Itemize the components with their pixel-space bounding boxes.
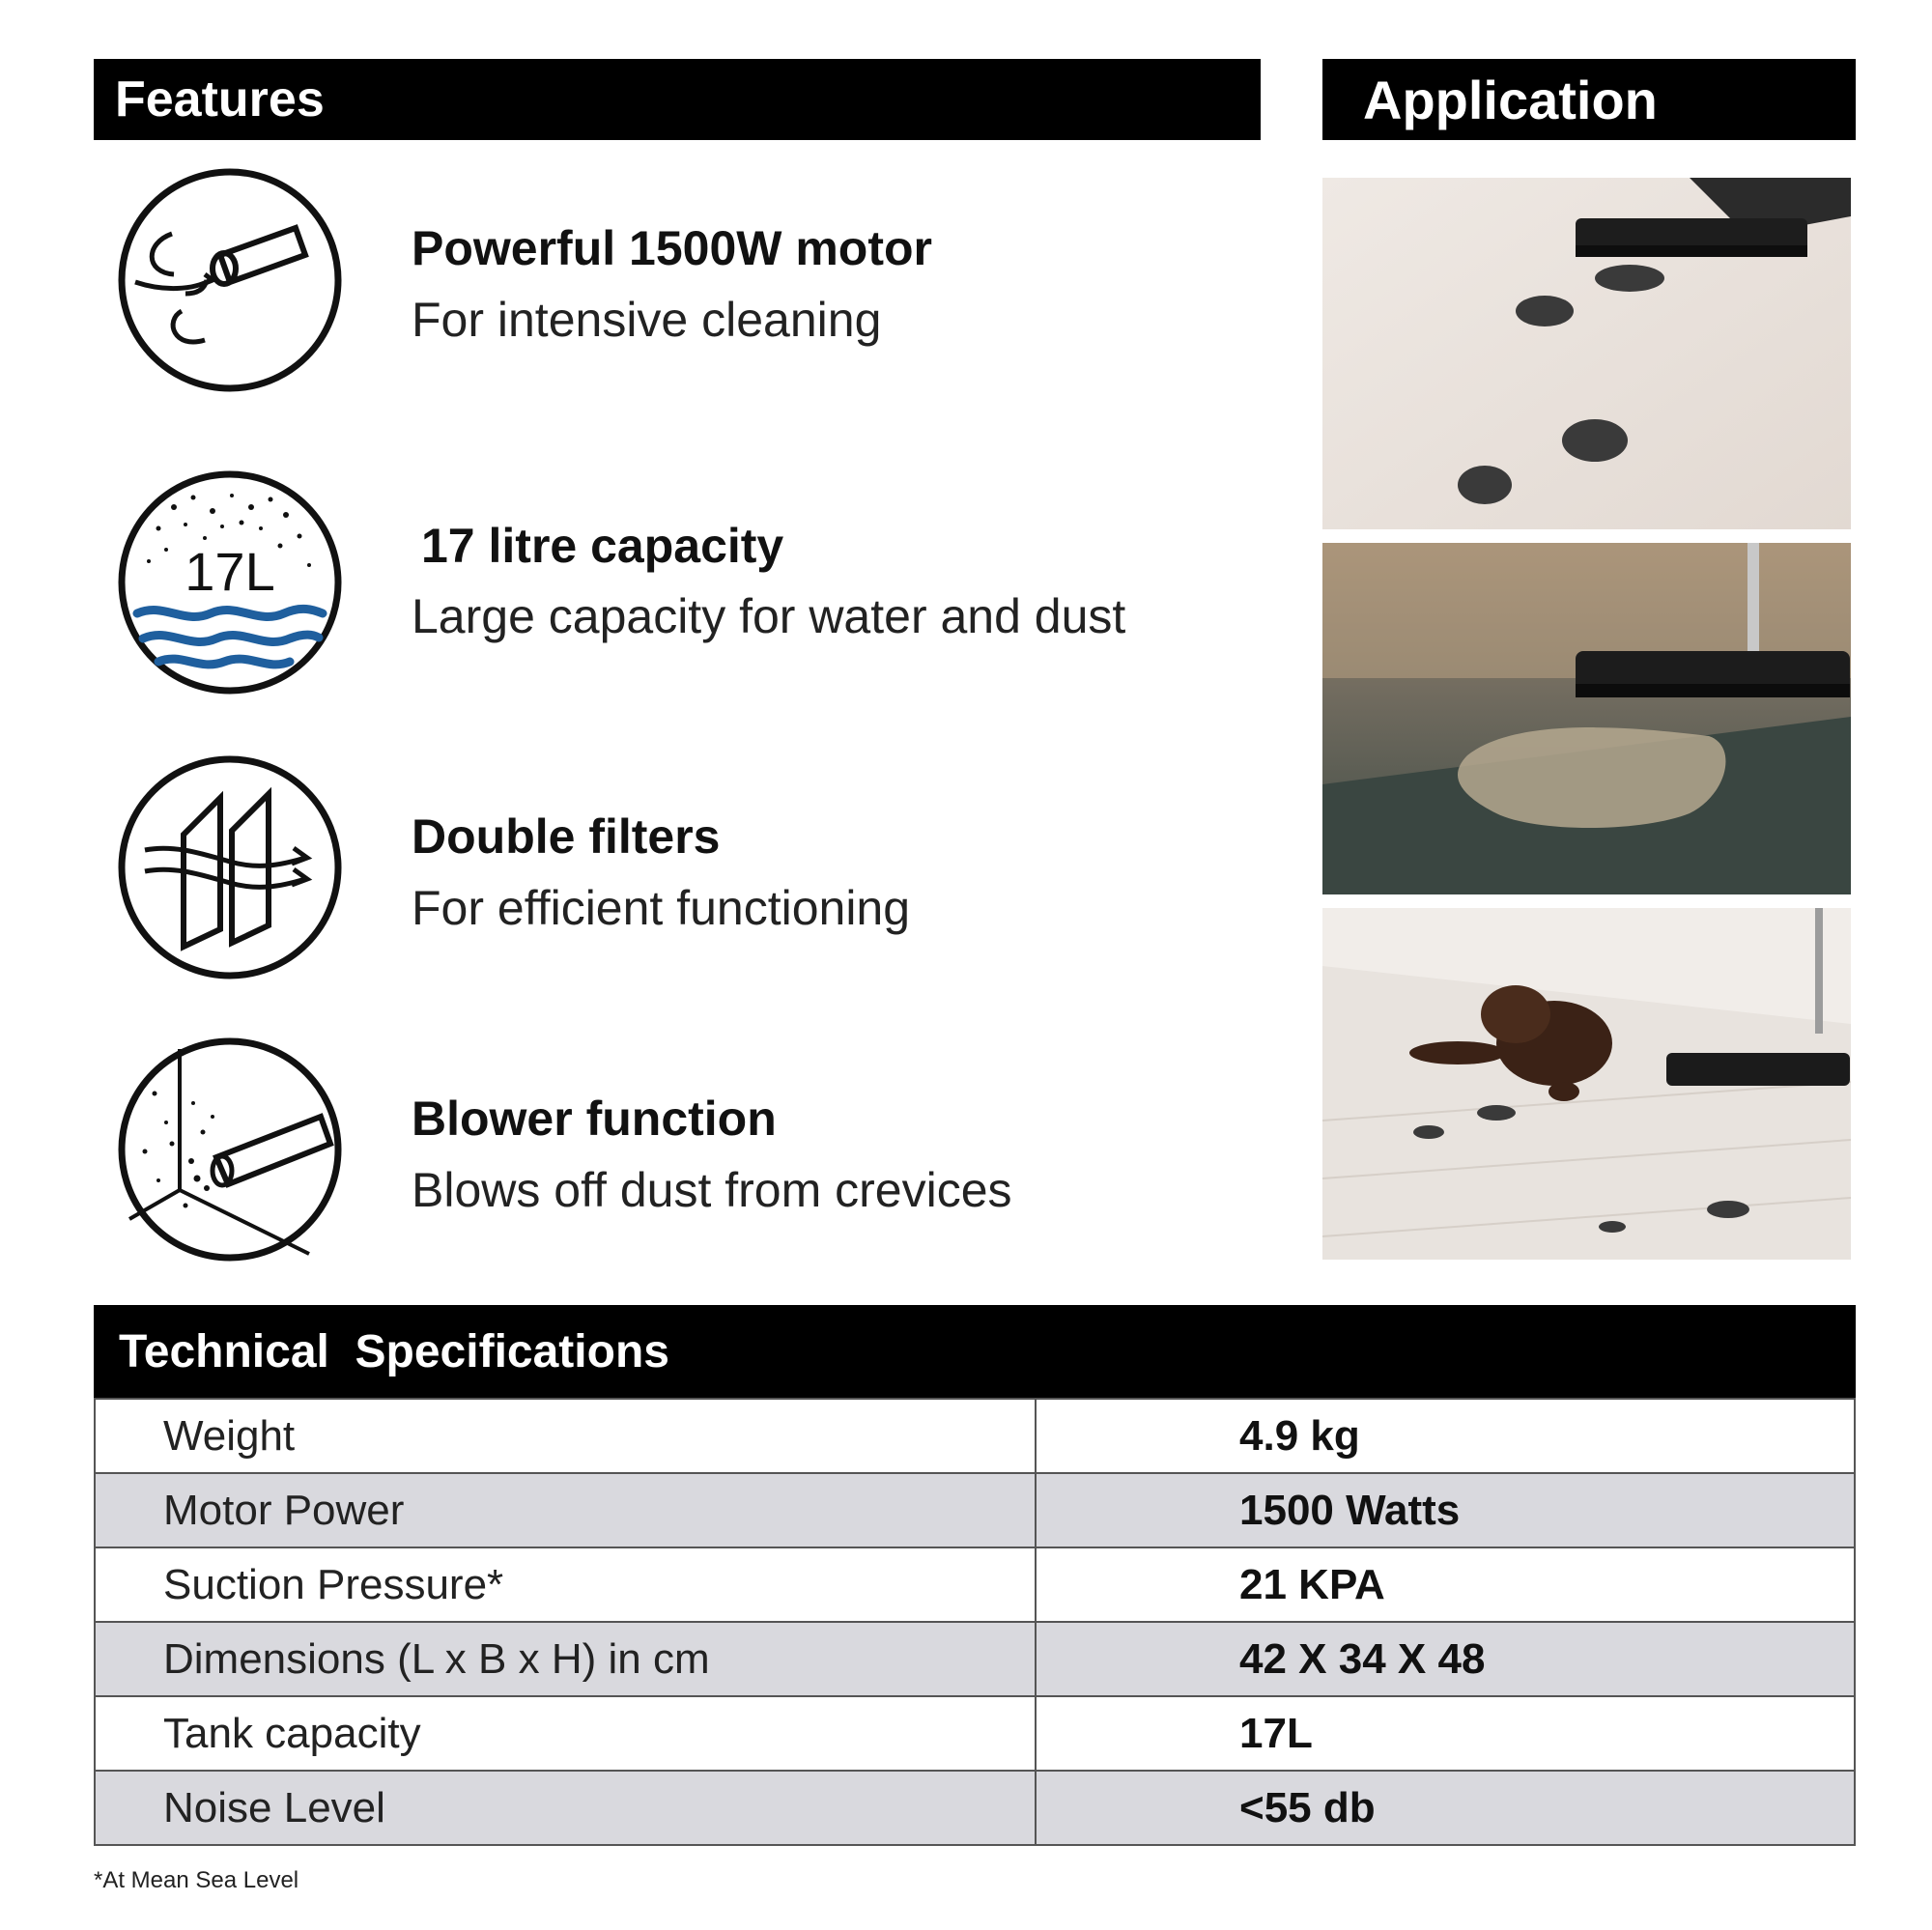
- footnote: *At Mean Sea Level: [94, 1867, 299, 1893]
- spec-label: Noise Level: [95, 1771, 1036, 1845]
- spec-label: Weight: [95, 1399, 1036, 1473]
- table-row: [95, 1399, 1855, 1473]
- feature-item-capacity: [116, 468, 1256, 700]
- table-row: [95, 1473, 1855, 1547]
- application-heading: [1322, 59, 1856, 140]
- table-row: [95, 1771, 1855, 1845]
- capacity-17l-icon: [116, 468, 344, 696]
- spec-label: Suction Pressure*: [95, 1547, 1036, 1622]
- feature-description: For intensive cleaning: [412, 293, 882, 347]
- puppy-rug-photo: [1322, 908, 1851, 1260]
- spec-value: 4.9 kg: [1036, 1399, 1855, 1473]
- features-heading: [94, 59, 1261, 140]
- feature-title: 17 litre capacity: [421, 519, 784, 573]
- specs-table: [94, 1398, 1856, 1846]
- features-heading-text: Features: [115, 71, 325, 128]
- feature-description: Large capacity for water and dust: [412, 589, 1126, 643]
- table-row: [95, 1547, 1855, 1622]
- feature-item-motor: [116, 166, 1256, 398]
- table-row: [95, 1622, 1855, 1696]
- spec-value: 1500 Watts: [1036, 1473, 1855, 1547]
- spec-label: Motor Power: [95, 1473, 1036, 1547]
- specs-heading-text: Technical Specifications: [119, 1325, 669, 1377]
- application-heading-text: Application: [1363, 69, 1658, 130]
- feature-description: For efficient functioning: [412, 881, 911, 935]
- feature-title: Powerful 1500W motor: [412, 221, 932, 275]
- spec-label: Dimensions (L x B x H) in cm: [95, 1622, 1036, 1696]
- motor-airflow-icon: [116, 166, 344, 394]
- feature-item-filters: [116, 753, 1256, 985]
- feature-title: Blower function: [412, 1092, 777, 1146]
- feature-title: Double filters: [412, 809, 721, 864]
- spec-value: <55 db: [1036, 1771, 1855, 1845]
- spec-value: 42 X 34 X 48: [1036, 1622, 1855, 1696]
- feature-description: Blows off dust from crevices: [412, 1163, 1012, 1217]
- carpet-footprints-photo: [1322, 178, 1851, 529]
- feature-item-blower: [116, 1036, 1256, 1267]
- spec-label: Tank capacity: [95, 1696, 1036, 1771]
- blower-icon: [116, 1036, 344, 1263]
- table-row: [95, 1696, 1855, 1771]
- wet-floor-spill-photo: [1322, 543, 1851, 894]
- double-filter-icon: [116, 753, 344, 981]
- spec-value: 21 KPA: [1036, 1547, 1855, 1622]
- icon-17l-text: 17L: [185, 541, 275, 602]
- spec-value: 17L: [1036, 1696, 1855, 1771]
- specs-heading: [94, 1305, 1856, 1398]
